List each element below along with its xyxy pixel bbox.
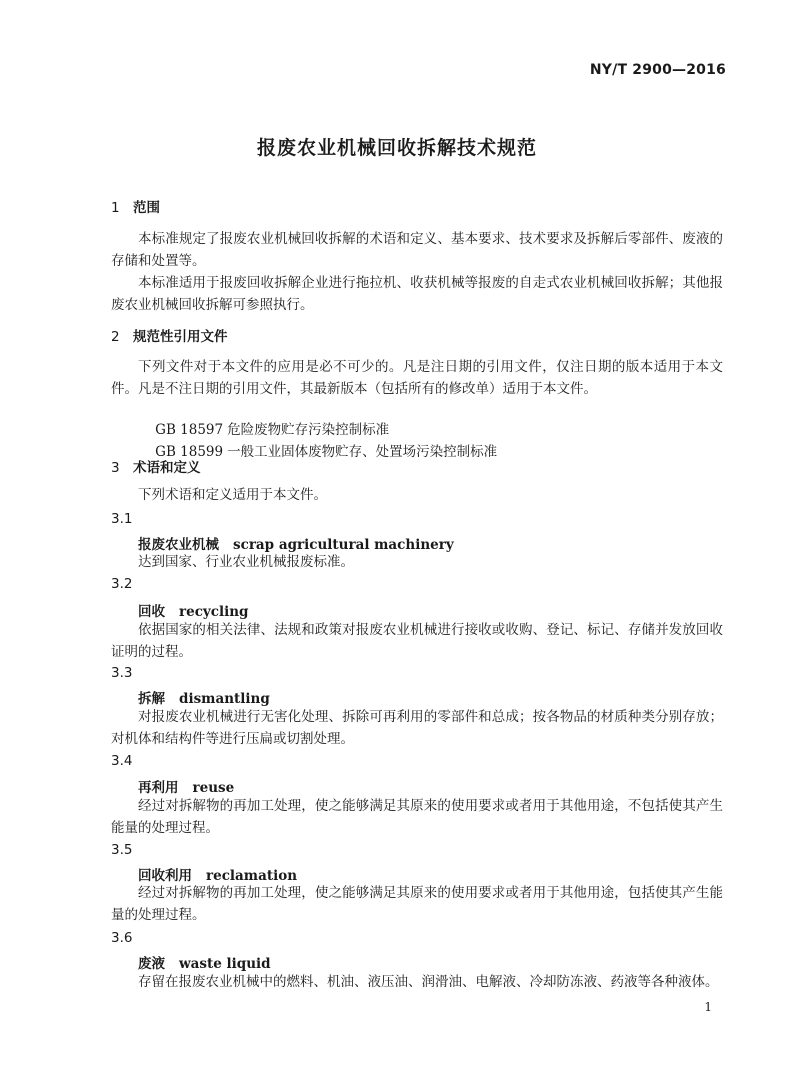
- term-heading: [138, 600, 249, 620]
- page-number: 1: [704, 1000, 712, 1014]
- reference-code: GB 18599: [155, 444, 224, 460]
- reference-name: 一般工业固体废物贮存、处置场污染控制标准: [227, 444, 498, 460]
- paragraph: 下列文件对于本文件的应用是必不可少的。凡是注日期的引用文件，仅注日期的版本适用于本文件。凡是不注日期的引用文件，其最新版本（包括所有的修改单）适用于本文件。: [111, 359, 723, 397]
- section-3-heading: [111, 456, 201, 476]
- term-definition: 经过对拆解物的再加工处理，使之能够满足其原来的使用要求或者用于其他用途，不包括使其产生能量的处理过程。: [111, 798, 723, 836]
- term-number: 3.4: [111, 753, 133, 769]
- term-en: recycling: [179, 604, 249, 620]
- document-title: 报废农业机械回收拆解技术规范: [256, 137, 537, 159]
- section-number: 3: [111, 460, 120, 476]
- section-title: 规范性引用文件: [133, 329, 228, 345]
- term-cn: 废液: [138, 956, 165, 972]
- term-definition: 存留在报废农业机械中的燃料、机油、液压油、润滑油、电解液、冷却防冻液、药液等各种液体。: [138, 974, 719, 990]
- section-1-heading: [111, 196, 160, 216]
- term-number: 3.6: [111, 930, 133, 946]
- term-en: reclamation: [206, 868, 298, 884]
- term-en: reuse: [192, 780, 235, 796]
- term-heading: [138, 864, 297, 884]
- term-number: 3.1: [111, 511, 133, 527]
- section-2-heading: [111, 325, 228, 345]
- standard-number: NY/T 2900—2016: [589, 62, 726, 78]
- section-number: 1: [111, 200, 120, 216]
- term-number: 3.3: [111, 665, 133, 681]
- paragraph: 本标准规定了报废农业机械回收拆解的术语和定义、基本要求、技术要求及拆解后零部件、废液的存储和处置等。: [111, 231, 723, 269]
- term-en: scrap agricultural machinery: [233, 537, 454, 553]
- term-cn: 报废农业机械: [138, 537, 219, 553]
- term-heading: [138, 776, 234, 796]
- section-number: 2: [111, 329, 120, 345]
- term-definition: 对报废农业机械进行无害化处理、拆除可再利用的零部件和总成；按各物品的材质种类分别存放；对机体和结构件等进行压扁或切割处理。: [111, 709, 723, 747]
- paragraph: 本标准适用于报废回收拆解企业进行拖拉机、收获机械等报废的自走式农业机械回收拆解；其他报废农业机械回收拆解可参照执行。: [111, 275, 723, 313]
- term-number: 3.2: [111, 576, 133, 592]
- reference-name: 危险废物贮存污染控制标准: [227, 422, 390, 438]
- term-heading: [138, 687, 270, 707]
- term-cn: 拆解: [138, 691, 165, 707]
- section-title: 范围: [133, 200, 160, 216]
- term-heading: [138, 533, 454, 553]
- term-cn: 回收: [138, 604, 165, 620]
- term-definition: 依据国家的相关法律、法规和政策对报废农业机械进行接收或收购、登记、标记、存储并发放回收证明的过程。: [111, 622, 723, 660]
- term-cn: 回收利用: [138, 868, 192, 884]
- term-en: dismantling: [179, 691, 270, 707]
- term-definition: 经过对拆解物的再加工处理，使之能够满足其原来的使用要求或者用于其他用途，包括使其产生能量的处理过程。: [111, 885, 723, 923]
- term-cn: 再利用: [138, 780, 179, 796]
- term-en: waste liquid: [179, 956, 271, 972]
- reference-code: GB 18597: [155, 422, 224, 438]
- term-number: 3.5: [111, 842, 133, 858]
- term-definition: 达到国家、行业农业机械报废标准。: [138, 554, 354, 570]
- paragraph: 下列术语和定义适用于本文件。: [138, 487, 327, 503]
- term-heading: [138, 952, 271, 972]
- section-title: 术语和定义: [133, 460, 201, 476]
